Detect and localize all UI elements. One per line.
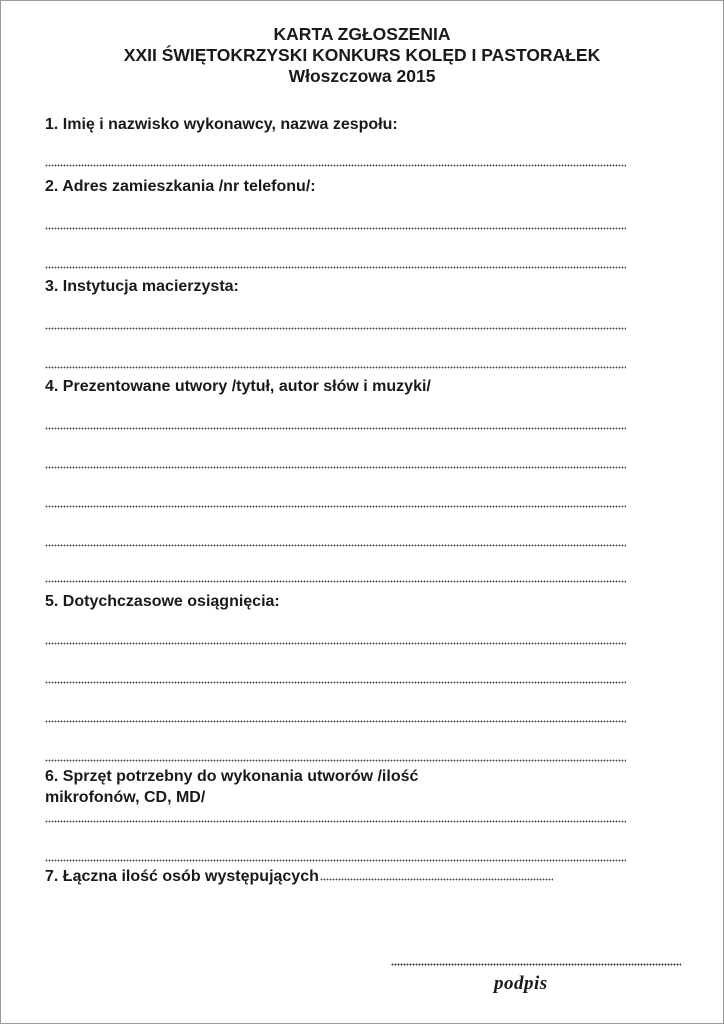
fill-line-1a[interactable] bbox=[45, 164, 626, 167]
section-7-row bbox=[45, 866, 553, 887]
section-5-label: 5. Dotychczasowe osiągnięcia: bbox=[45, 593, 280, 610]
contest-name: XXII ŚWIĘTOKRZYSKI KONKURS KOLĘD I PASTORAŁEK bbox=[123, 45, 601, 65]
section-6-label-line2: mikrofonów, CD, MD/ bbox=[45, 789, 206, 806]
fill-line-5c[interactable] bbox=[45, 720, 626, 723]
fill-line-6b[interactable] bbox=[45, 859, 626, 862]
fill-line-2b[interactable] bbox=[45, 266, 626, 269]
section-2-label: 2. Adres zamieszkania /nr telefonu/: bbox=[45, 178, 316, 195]
location-year: Włoszczowa 2015 bbox=[288, 66, 436, 86]
fill-line-5a[interactable] bbox=[45, 642, 626, 645]
fill-line-4b[interactable] bbox=[45, 466, 626, 469]
section-3-label: 3. Instytucja macierzysta: bbox=[45, 278, 239, 295]
fill-line-5d[interactable] bbox=[45, 759, 626, 762]
signature-label: podpis bbox=[494, 973, 548, 994]
fill-line-3a[interactable] bbox=[45, 327, 626, 330]
section-6-label-line1: 6. Sprzęt potrzebny do wykonania utworów /ilość bbox=[45, 768, 419, 785]
fill-line-3b[interactable] bbox=[45, 366, 626, 369]
fill-line-2a[interactable] bbox=[45, 227, 626, 230]
form-title: KARTA ZGŁOSZENIA bbox=[273, 24, 451, 44]
fill-line-5b[interactable] bbox=[45, 681, 626, 684]
signature-line[interactable] bbox=[391, 963, 681, 966]
fill-line-4c[interactable] bbox=[45, 505, 626, 508]
fill-line-6a[interactable] bbox=[45, 820, 626, 823]
section-4-label: 4. Prezentowane utwory /tytuł, autor słów i muzyki/ bbox=[45, 378, 431, 395]
fill-line-4a[interactable] bbox=[45, 427, 626, 430]
fill-line-4e[interactable] bbox=[45, 580, 626, 583]
form-header bbox=[0, 24, 724, 87]
fill-line-4d[interactable] bbox=[45, 544, 626, 547]
section-7-label: 7. Łączna ilość osób występujących bbox=[45, 868, 319, 885]
fill-line-7-inline[interactable] bbox=[320, 878, 553, 881]
section-1-label: 1. Imię i nazwisko wykonawcy, nazwa zespołu: bbox=[45, 116, 398, 133]
